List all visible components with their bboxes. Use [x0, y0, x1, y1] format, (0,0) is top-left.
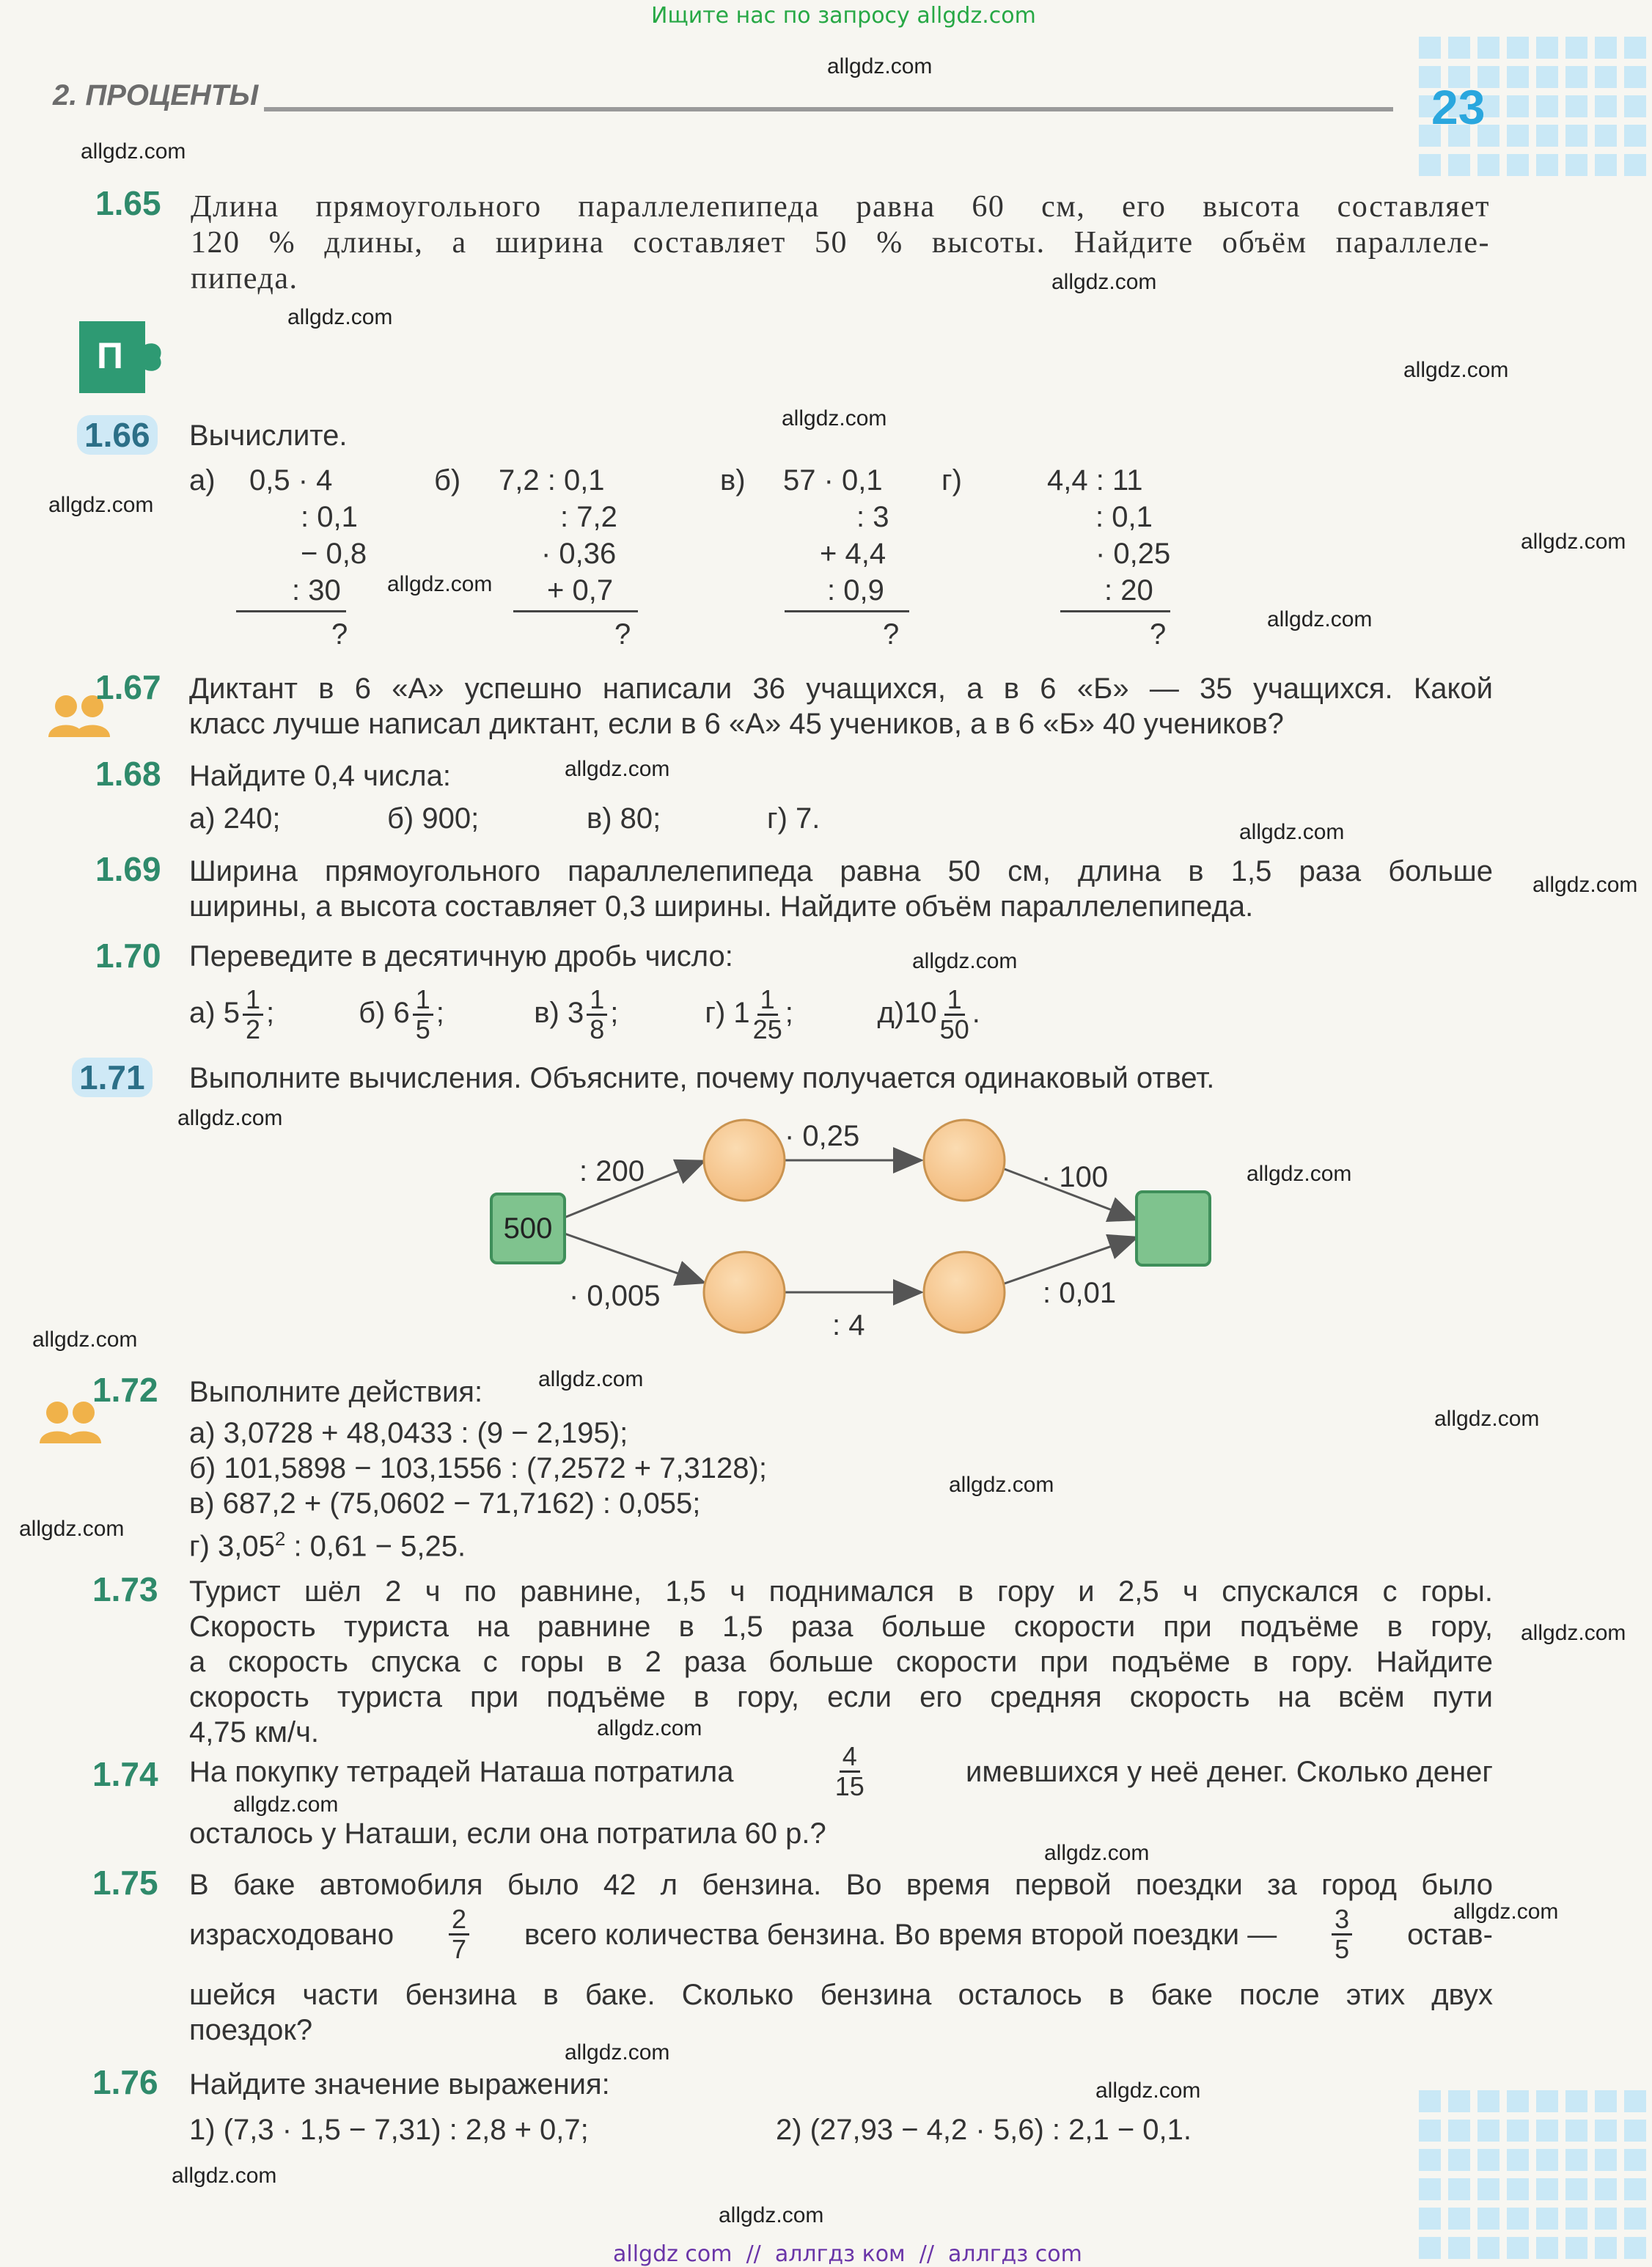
- problem-number: 1.73: [92, 1570, 158, 1608]
- problem-1-73-text: [189, 1574, 1493, 1750]
- watermark: allgdz.com: [1095, 2079, 1201, 2103]
- watermark: allgdz.com: [19, 1517, 125, 1541]
- watermark: allgdz.com: [782, 406, 887, 431]
- problem-number: 1.72: [92, 1371, 158, 1409]
- problem-1-74-line1: На покупку тетрадей Наташа потратила $\frac{4}{15}$ имевшихся у неё денег. Сколько денег: [189, 1741, 1493, 1801]
- chain-a-op: : 0,1: [301, 501, 358, 533]
- mixed-number-item: в) 3 $\frac{1}{8}$ ;: [534, 984, 619, 1044]
- problem-1-69-text: [189, 854, 1493, 924]
- bottom-watermark[interactable]: allgdz com // аллгдз ком // аллгдз com: [613, 2241, 1082, 2267]
- problem-1-75-line2: израсходовано $\frac{2}{7}$ всего количества бензина. Во время второй поездки — $\frac{3}{5}$ остав-: [189, 1904, 1493, 1964]
- chain-a-op: − 0,8: [301, 538, 367, 570]
- problem-1-76-text: Найдите значение выражения:: [189, 2068, 610, 2101]
- watermark: allgdz.com: [1267, 607, 1373, 631]
- watermark: allgdz.com: [1247, 1162, 1352, 1186]
- chain-c-start: 57 · 0,1: [783, 464, 883, 497]
- chain-c-label: в): [720, 464, 746, 497]
- watermark: allgdz.com: [387, 572, 493, 596]
- mixed-number-item: а) 5 $\frac{1}{2}$ ;: [189, 984, 275, 1044]
- watermark: allgdz.com: [81, 139, 186, 164]
- chain-c-op: : 0,9: [827, 574, 884, 607]
- problem-1-74-line2: осталось у Наташи, если она потратила 60 р.?: [189, 1817, 826, 1850]
- chain-b-op: : 7,2: [560, 501, 617, 533]
- text-line: скорость туриста при подъёме в гору, если его средняя скорость на всём пути: [189, 1681, 1493, 1713]
- page-number: 23: [1431, 80, 1486, 134]
- watermark: allgdz.com: [48, 493, 154, 517]
- chain-d-op: : 0,1: [1095, 501, 1153, 533]
- top-watermark[interactable]: Ищите нас по запросу allgdz.com: [651, 3, 1036, 29]
- computation-diagram: [469, 1107, 1217, 1349]
- watermark: allgdz.com: [565, 2040, 670, 2065]
- expression-item: г) 3,05$^2$ : 0,61 − 5,25.: [189, 1528, 466, 1563]
- watermark: allgdz.com: [1239, 820, 1345, 844]
- answer-option: а) 240;: [189, 802, 281, 835]
- watermark: allgdz.com: [565, 757, 670, 781]
- result-box: [1137, 1192, 1210, 1265]
- chain-d-label: г): [941, 464, 962, 497]
- op-label: · 0,005: [569, 1280, 661, 1312]
- op-label: : 200: [579, 1155, 645, 1187]
- blank-circle: [704, 1252, 785, 1333]
- text-line: а скорость спуска с горы в 2 раза больше скорости при подъёме в гору. Найдите: [189, 1646, 1493, 1678]
- text-line: Ширина прямоугольного параллелепипеда равна 50 см, длина в 1,5 раза больше: [189, 855, 1493, 887]
- text-line: 4,75 км/ч.: [189, 1716, 320, 1748]
- arrow: [565, 1234, 702, 1282]
- chain-b-rule: [513, 610, 638, 612]
- problem-1-71-text: Выполните вычисления. Объясните, почему получается одинаковый ответ.: [189, 1062, 1215, 1094]
- mixed-number-list: [189, 986, 980, 1044]
- expression-item: 1) (7,3 · 1,5 − 7,31) : 2,8 + 0,7;: [189, 2114, 589, 2146]
- chain-d-rule: [1060, 610, 1170, 612]
- text-line: Диктант в 6 «А» успешно написали 36 учащихся, а в 6 «Б» — 35 учащихся. Какой: [189, 673, 1493, 705]
- expression-item: в) 687,2 + (75,0602 − 71,7162) : 0,055;: [189, 1487, 701, 1520]
- chain-b-start: 7,2 : 0,1: [499, 464, 605, 497]
- chain-d-op: : 20: [1104, 574, 1153, 607]
- chain-c-op: + 4,4: [820, 538, 886, 570]
- chain-b-result: ?: [614, 618, 631, 651]
- op-label: : 4: [832, 1309, 865, 1341]
- problem-1-72-text: Выполните действия:: [189, 1376, 483, 1408]
- watermark: allgdz.com: [912, 949, 1018, 973]
- problem-1-65-text: [191, 189, 1490, 297]
- chain-c-result: ?: [883, 618, 900, 651]
- corner-pattern-bottom: [1419, 2090, 1646, 2259]
- chain-b-op: · 0,36: [541, 538, 617, 570]
- chain-c-op: : 3: [856, 501, 889, 533]
- chain-a-op: : 30: [292, 574, 341, 607]
- watermark: allgdz.com: [1403, 358, 1509, 382]
- chain-c-rule: [785, 610, 909, 612]
- blank-circle: [924, 1120, 1005, 1201]
- blank-circle: [704, 1120, 785, 1201]
- text-line: Скорость туриста на равнине в 1,5 раза больше скорости при подъёме в гору,: [189, 1611, 1493, 1643]
- expression-item: а) 3,0728 + 48,0433 : (9 − 2,195);: [189, 1417, 628, 1449]
- problem-1-75-line3: шейся части бензина в баке. Сколько бензина осталось в баке после этих двух: [189, 1979, 1493, 2011]
- text-line: класс лучше написал диктант, если в 6 «А» 45 учеников, а в 6 «Б» 40 учеников?: [189, 708, 1284, 740]
- problem-1-66-text: Вычислите.: [189, 420, 348, 452]
- expression-item: б) 101,5898 − 103,1556 : (7,2572 + 7,3128);: [189, 1452, 767, 1484]
- problem-number: 1.70: [95, 937, 161, 975]
- problem-1-68-text: Найдите 0,4 числа:: [189, 760, 451, 792]
- watermark: allgdz.com: [597, 1716, 702, 1740]
- expression-item: 2) (27,93 − 4,2 · 5,6) : 2,1 − 0,1.: [776, 2114, 1192, 2146]
- problem-number: 1.74: [92, 1755, 158, 1793]
- problem-number: 1.66: [77, 415, 158, 455]
- watermark: allgdz.com: [1044, 1841, 1150, 1865]
- text-line: Турист шёл 2 ч по равнине, 1,5 ч поднимался в гору и 2,5 ч спускался с горы.: [189, 1575, 1493, 1608]
- problem-number: 1.76: [92, 2063, 158, 2101]
- chain-b-label: б): [434, 464, 461, 497]
- watermark: allgdz.com: [1532, 873, 1638, 897]
- problem-number: 1.67: [95, 668, 161, 706]
- watermark: allgdz.com: [538, 1367, 644, 1391]
- header-rule: [264, 107, 1393, 111]
- watermark: allgdz.com: [1521, 1621, 1626, 1645]
- watermark: allgdz.com: [1453, 1900, 1559, 1924]
- watermark: allgdz.com: [1051, 270, 1157, 294]
- watermark: allgdz.com: [1434, 1407, 1540, 1431]
- chain-a-start: 0,5 · 4: [249, 464, 333, 497]
- op-label: · 0,25: [785, 1120, 860, 1152]
- answer-option: б) 900;: [387, 802, 480, 835]
- problem-1-75-line1: В баке автомобиля было 42 л бензина. Во время первой поездки за город было: [189, 1869, 1493, 1901]
- chain-a-result: ?: [331, 618, 348, 651]
- problem-1-67-text: [189, 671, 1493, 741]
- problem-1-75-line4: поездок?: [189, 2014, 313, 2046]
- watermark: allgdz.com: [287, 305, 393, 329]
- answer-option: в) 80;: [587, 802, 661, 835]
- text-line: ширины, а высота составляет 0,3 ширины. Найдите объём параллелепипеда.: [189, 890, 1254, 923]
- chain-a-rule: [236, 610, 346, 612]
- watermark: allgdz.com: [32, 1327, 138, 1352]
- text-line: 120 % длины, а ширина составляет 50 % высоты. Найдите объём параллеле-: [191, 226, 1490, 260]
- problem-number: 1.71: [72, 1058, 153, 1097]
- op-label: · 100: [1041, 1161, 1109, 1193]
- mixed-number-item: г) 1 $\frac{1}{25}$ ;: [705, 984, 793, 1044]
- problem-number: 1.65: [95, 184, 161, 222]
- watermark: allgdz.com: [177, 1106, 283, 1130]
- problem-number: 1.68: [95, 755, 161, 793]
- chain-d-op: · 0,25: [1095, 538, 1171, 570]
- text-line: Длина прямоугольного параллелепипеда равна 60 см, его высота составляет: [191, 190, 1490, 224]
- section-title: 2. ПРОЦЕНТЫ: [53, 79, 259, 111]
- start-value: 500: [503, 1212, 553, 1245]
- watermark: allgdz.com: [172, 2164, 277, 2188]
- chain-d-result: ?: [1150, 618, 1167, 651]
- mixed-number-item: б) 6 $\frac{1}{5}$ ;: [359, 984, 444, 1044]
- text-line: пипеда.: [191, 262, 298, 296]
- op-label: : 0,01: [1043, 1277, 1117, 1309]
- chain-d-start: 4,4 : 11: [1047, 464, 1143, 497]
- watermark: allgdz.com: [827, 54, 933, 78]
- blank-circle: [924, 1252, 1005, 1333]
- problem-1-70-text: Переведите в десятичную дробь число:: [189, 940, 733, 973]
- watermark: allgdz.com: [233, 1792, 339, 1817]
- mixed-number-item: д)10 $\frac{1}{50}$ .: [877, 984, 980, 1044]
- watermark: allgdz.com: [949, 1473, 1054, 1497]
- puzzle-letter: П: [97, 335, 123, 376]
- puzzle-icon: [73, 315, 169, 400]
- chain-a-label: а): [189, 464, 216, 497]
- chain-b-op: + 0,7: [547, 574, 614, 607]
- watermark: allgdz.com: [719, 2203, 824, 2227]
- problem-number: 1.75: [92, 1864, 158, 1902]
- answer-option: г) 7.: [767, 802, 821, 835]
- watermark: allgdz.com: [1521, 530, 1626, 554]
- problem-number: 1.69: [95, 850, 161, 888]
